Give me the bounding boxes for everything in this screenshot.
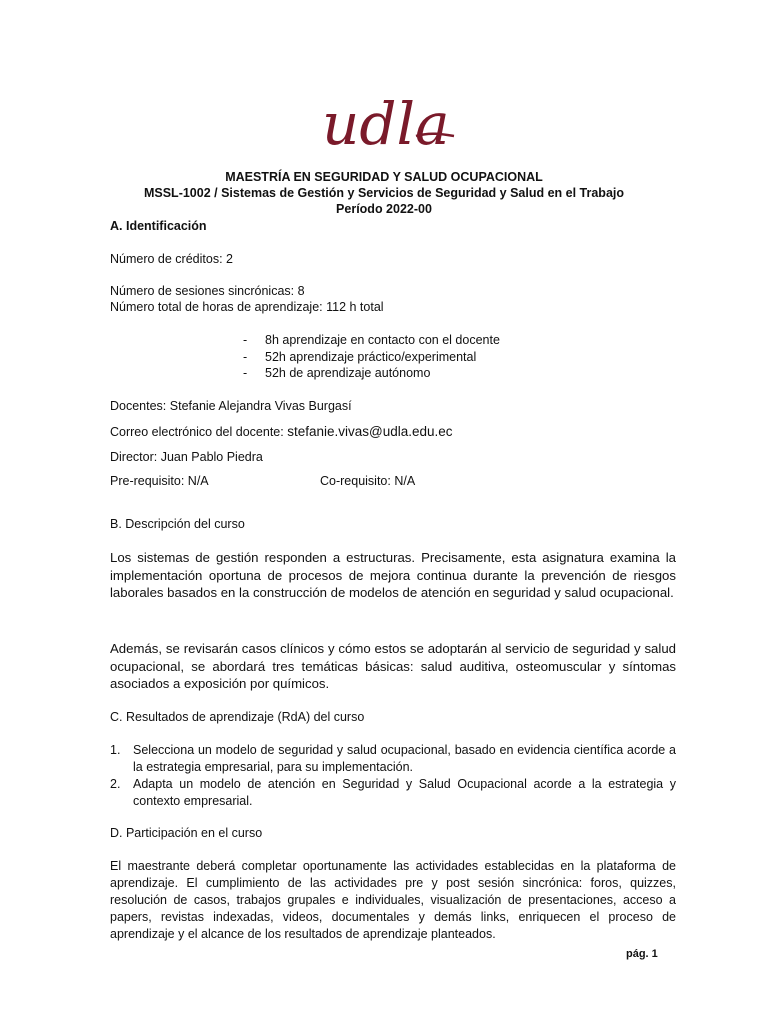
total-hours: Número total de horas de aprendizaje: 112 h total — [110, 300, 384, 314]
udla-logo-mark — [320, 92, 460, 158]
section-d-heading: D. Participación en el curso — [110, 826, 263, 840]
udla-logo — [320, 92, 460, 158]
page-number: pág. 1 — [626, 948, 658, 960]
list-item: 2. Adapta un modelo de atención en Seguridad y Salud Ocupacional acorde a la estrategia y contexto empresarial. — [110, 777, 676, 808]
section-a-heading: A. Identificación — [110, 219, 207, 233]
description-paragraph-1: Los sistemas de gestión responden a estructuras. Precisamente, esta asignatura examina la implementación oportuna de procesos de mejora continua durante la prevención de riesgos laborales basados en la construcción de modelos de atención en seguridad y salud ocupacional. — [110, 550, 676, 600]
docentes: Docentes: Stefanie Alejandra Vivas Burgasí — [110, 399, 352, 413]
director: Director: Juan Pablo Piedra — [110, 450, 263, 464]
logo-text: udla — [322, 92, 450, 158]
section-b-heading: B. Descripción del curso — [110, 517, 245, 531]
email-line — [110, 424, 453, 439]
list-item: 1. Selecciona un modelo de seguridad y salud ocupacional, basado en evidencia científica acorde a la estrategia empresarial, para su implementación. — [110, 743, 676, 774]
corequisite: Co-requisito: N/A — [320, 474, 416, 488]
list-item: - 52h de aprendizaje autónomo — [243, 366, 431, 380]
program-title: MAESTRÍA EN SEGURIDAD Y SALUD OCUPACIONAL — [225, 170, 543, 184]
list-item: - 8h aprendizaje en contacto con el docente — [243, 333, 500, 347]
description-paragraph-2: Además, se revisarán casos clínicos y cómo estos se adoptarán al servicio de seguridad y salud ocupacional, se abordará tres temáticas básicas: salud auditiva, osteomuscular y síntomas asociados a exposición por químicos. — [110, 641, 676, 691]
period-title: Período 2022-00 — [336, 202, 432, 216]
list-item: - 52h aprendizaje práctico/experimental — [243, 350, 477, 364]
email-link[interactable]: stefanie.vivas@udla.edu.ec — [287, 424, 453, 439]
prerequisite: Pre-requisito: N/A — [110, 474, 209, 488]
sessions: Número de sesiones sincrónicas: 8 — [110, 284, 305, 298]
participation-paragraph: El maestrante deberá completar oportunamente las actividades establecidas en la plataforma de aprendizaje. El cumplimiento de las actividades pre y post sesión sincrónica: foros, quizzes, resolución de casos, trabajos grupales e individuales, visualización de presentaciones, acceso a papers, revistas indexadas, videos, documentales y demás links, enriquecen el proceso de aprendizaje y el alcance de los resultados de aprendizaje planteados. — [110, 859, 676, 941]
email-label: Correo electrónico del docente: — [110, 425, 284, 439]
credits: Número de créditos: 2 — [110, 252, 233, 266]
section-c-heading: C. Resultados de aprendizaje (RdA) del curso — [110, 710, 365, 724]
course-title: MSSL-1002 / Sistemas de Gestión y Servicios de Seguridad y Salud en el Trabajo — [143, 186, 625, 200]
